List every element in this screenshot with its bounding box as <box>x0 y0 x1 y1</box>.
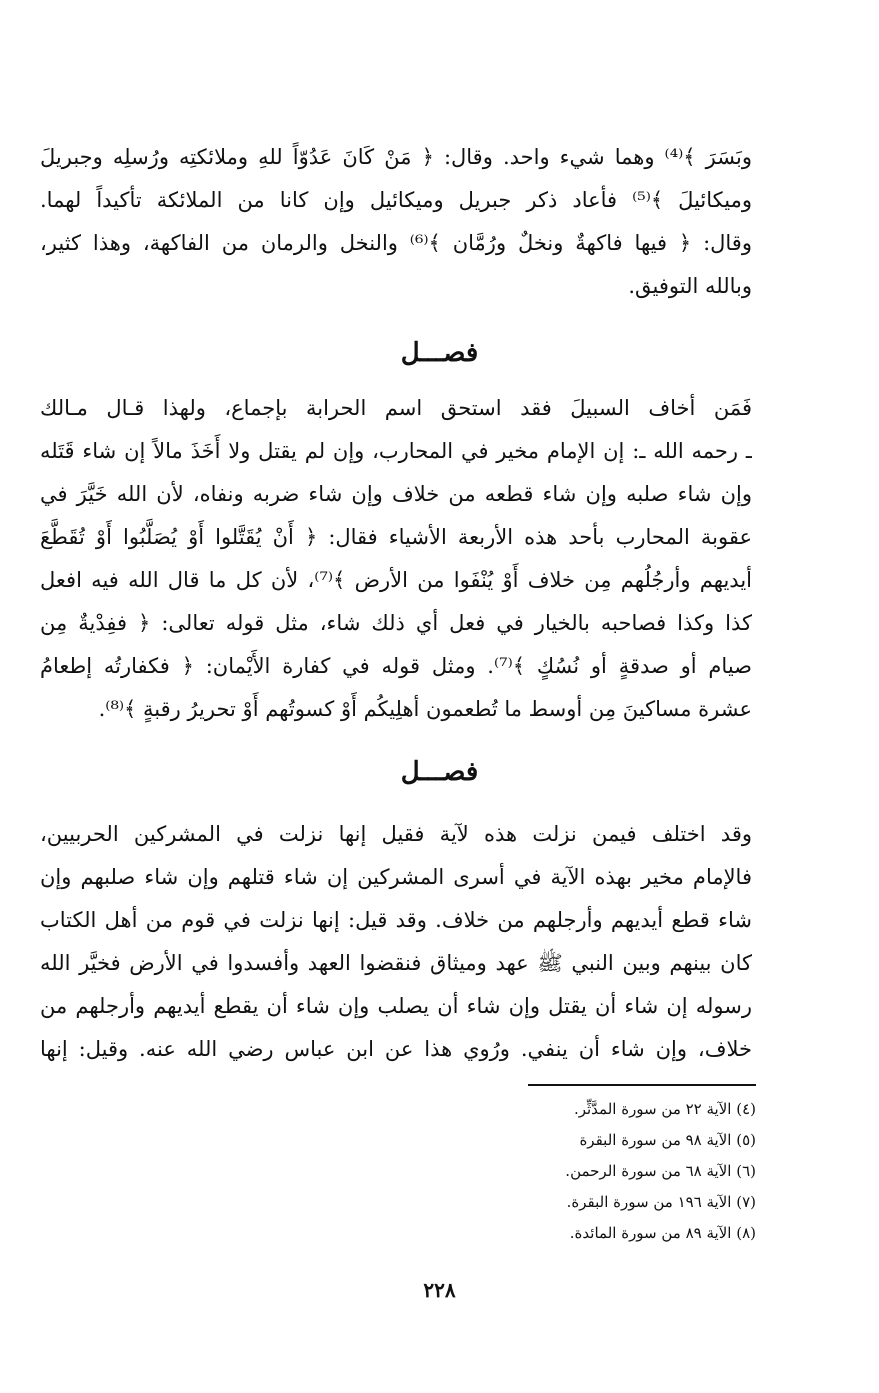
text-line: شاء قطع أيديهم وأرجلهم من خلاف. وقد قيل: إنها نزلت في قوم من أهل الكتاب <box>40 908 752 932</box>
section-heading: فصـــل <box>400 757 479 787</box>
text-line: ـ رحمه الله ـ: إن الإمام مخير في المحارب، وإن لم يقتل ولا أَخَذَ مالاً إن شاء قَتَله <box>40 439 752 463</box>
footnotes <box>300 1094 756 1249</box>
text-line: فَمَن أخاف السبيلَ فقد استحق اسم الحرابة بإجماع، ولهذا قـال مـالك <box>40 396 752 420</box>
paragraph-2 <box>40 387 752 731</box>
text-line: كذا وكذا فصاحبه بالخيار في فعل أي ذلك شاء، مثل قوله تعالى: ﴿ ففِدْيةٌ مِن <box>40 611 752 635</box>
text-line: أيديهم وأرجُلُهم مِن خلاف أَوْ يُنْفَوا من الأرض ﴾⁽⁷⁾، لأن كل ما قال الله فيه افعل <box>40 568 752 592</box>
text-line: خلاف، وإن شاء أن ينفي. ورُوي هذا عن ابن عباس رضي الله عنه. وقيل: إنها <box>40 1037 752 1061</box>
paragraph-1 <box>40 136 752 308</box>
text-line: وبَسَرَ ﴾⁽⁴⁾ وهما شيء واحد. وقال: ﴿ مَنْ كَانَ عَدُوّاً للهِ وملائكتِه ورُسلِه وجبريلَ <box>40 145 752 169</box>
footnote: (٨) الآية ٨٩ من سورة المائدة. <box>569 1224 756 1242</box>
page-number: ٢٢٨ <box>423 1278 456 1302</box>
text-line: فالإمام مخير بهذه الآية في أسرى المشركين إن شاء قتلهم وإن شاء صلبهم وإن <box>40 865 752 889</box>
text-line: كان بينهم وبين النبي ﷺ عهد وميثاق فنقضوا العهد وأفسدوا في الأرض فخيَّر الله <box>40 951 752 975</box>
text-line: وقال: ﴿ فيها فاكهةٌ ونخلٌ ورُمَّان ﴾⁽⁶⁾ والنخل والرمان من الفاكهة، وهذا كثير، <box>40 231 752 255</box>
footnote: (٤) الآية ٢٢ من سورة المدَّثِّر. <box>573 1100 756 1118</box>
footnote: (٦) الآية ٦٨ من سورة الرحمن. <box>565 1162 756 1180</box>
footnote-separator <box>528 1084 756 1086</box>
paragraph-3 <box>40 813 752 1071</box>
text-line: رسوله إن شاء أن يقتل وإن شاء أن يصلب وإن شاء أن يقطع أيديهم وأرجلهم من <box>40 994 752 1018</box>
section-heading: فصـــل <box>400 338 479 368</box>
text-line: وقد اختلف فيمن نزلت هذه لآية فقيل إنها نزلت في المشركين الحربيين، <box>40 822 752 846</box>
text-line: عقوبة المحارب بأحد هذه الأربعة الأشياء فقال: ﴿ أَنْ يُقَتَّلوا أَوْ يُصَلَّبُوا أَوْ تُقَطَّعَ <box>40 525 752 549</box>
footnote: (٧) الآية ١٩٦ من سورة البقرة. <box>566 1193 756 1211</box>
text-line: وميكائيلَ ﴾⁽⁵⁾ فأعاد ذكر جبريل وميكائيل وإن كانا من الملائكة تأكيداً لهما. <box>40 188 752 212</box>
text-line: وإن شاء صلبه وإن شاء قطعه من خلاف وإن شاء ضربه ونفاه، لأن الله خَيَّرَ في <box>40 482 752 506</box>
text-line: وبالله التوفيق. <box>628 274 752 298</box>
text-line: صيام أو صدقةٍ أو نُسُكٍ ﴾⁽⁷⁾. ومثل قوله في كفارة الأَيْمان: ﴿ فكفارتُه إطعامُ <box>40 654 752 678</box>
footnote: (٥) الآية ٩٨ من سورة البقرة <box>579 1131 756 1149</box>
text-line: عشرة مساكينَ مِن أوسط ما تُطعمون أهلِيكُم أَوْ كسوتُهم أَوْ تحريرُ رقبةٍ ﴾⁽⁸⁾. <box>98 697 752 721</box>
